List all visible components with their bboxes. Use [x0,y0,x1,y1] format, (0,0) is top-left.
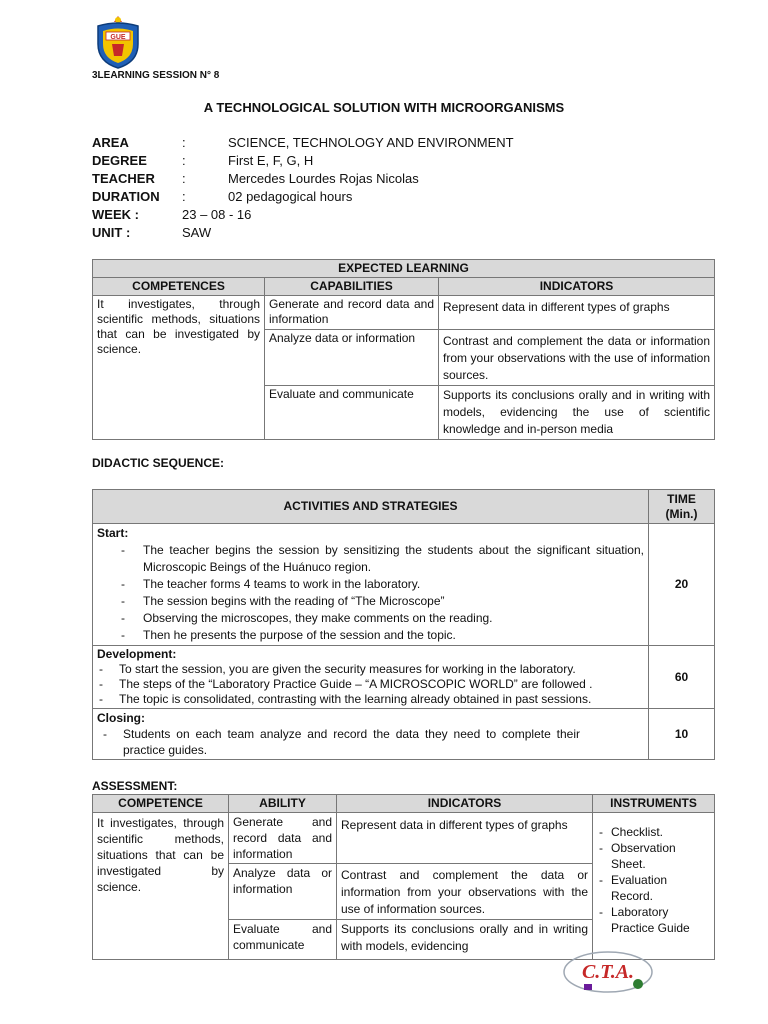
list-item: - The teacher begins the session by sensitizing the students about the significant situation, Microscopic Beings of the Huánuco region. [97,542,644,576]
instruments-header: INSTRUMENTS [593,795,715,813]
list-item: - The session begins with the reading of “The Microscope” [97,593,644,610]
list-item: - The topic is consolidated, contrasting with the learning already obtained in past sessions. [97,692,644,707]
competence-header: COMPETENCE [93,795,229,813]
degree-value: First E, F, G, H [228,153,314,168]
ability-cell: Evaluate and communicate [229,920,337,960]
list-item: - Laboratory Practice Guide [597,904,710,936]
indicator-cell: Contrast and complement the data or information from your observations with the use of information sources. [337,864,593,920]
session-number: 3LEARNING SESSION N° 8 [92,70,220,81]
unit-value: SAW [182,225,212,240]
instruments-list [597,824,710,936]
area-value: SCIENCE, TECHNOLOGY AND ENVIRONMENT [228,135,514,150]
instruments-cell [593,813,715,960]
week-label: WEEK : [92,207,139,222]
separator: : [182,189,186,204]
time-header: TIME (Min.) [649,490,715,524]
list-item: - Evaluation Record. [597,872,710,904]
start-time: 20 [649,524,715,646]
development-label: Development: [97,647,177,661]
list-item: - The steps of the “Laboratory Practice Guide – “A MICROSCOPIC WORLD” are followed . [97,677,644,692]
capability-cell: Analyze data or information [265,330,439,386]
duration-label: DURATION [92,189,160,204]
unit-label: UNIT : [92,225,131,240]
start-cell [93,524,649,646]
indicator-cell: Represent data in different types of graphs [439,296,715,330]
list-item: - Then he presents the purpose of the session and the topic. [97,627,644,644]
assessment-label: ASSESSMENT: [92,779,178,793]
list-item: - Students on each team analyze and record the data they need to complete their practice guides. [101,726,580,758]
development-time: 60 [649,646,715,709]
cta-logo-text: C.T.A. [581,961,635,983]
ability-cell: Analyze data or information [229,864,337,920]
duration-value: 02 pedagogical hours [228,189,353,204]
teacher-label: TEACHER [92,171,155,186]
capability-cell: Evaluate and communicate [265,386,439,440]
teacher-value: Mercedes Lourdes Rojas Nicolas [228,171,419,186]
crest-text: GUE [110,34,126,41]
indicator-cell: Supports its conclusions orally and in writing with models, evidencing [337,920,593,960]
ability-header: ABILITY [229,795,337,813]
start-label: Start: [97,526,129,540]
capability-cell: Generate and record data and information [265,296,439,330]
didactic-sequence-table [92,489,715,760]
development-cell [93,646,649,709]
indicator-cell: Supports its conclusions orally and in writing with models, evidencing the use of scientific knowledge and in-person media [439,386,715,440]
development-list [97,662,644,707]
document-title: A TECHNOLOGICAL SOLUTION WITH MICROORGANISMS [203,100,565,115]
area-label: AREA [92,135,129,150]
closing-list [101,726,644,758]
start-list [97,542,644,644]
closing-label: Closing: [97,711,145,725]
week-value: 23 – 08 - 16 [182,207,252,222]
activities-header: ACTIVITIES AND STRATEGIES [93,490,649,524]
separator: : [182,171,186,186]
indicators-header: INDICATORS [337,795,593,813]
list-item: - To start the session, you are given the security measures for working in the laboratory. [97,662,644,677]
indicator-cell: Contrast and complement the data or information from your observations with the use of information sources. [439,330,715,386]
expected-learning-title: EXPECTED LEARNING [93,260,715,278]
closing-cell [93,709,649,760]
assessment-table [92,794,715,960]
list-item: - The teacher forms 4 teams to work in the laboratory. [97,576,644,593]
expected-learning-table [92,259,715,440]
competence-cell: It investigates, through scientific methods, situations that can be investigated by science. [93,296,265,440]
competence-cell: It investigates, through scientific methods, situations that can be investigated by science. [93,813,229,960]
indicators-header: INDICATORS [439,278,715,296]
separator: : [182,153,186,168]
didactic-sequence-label: DIDACTIC SEQUENCE: [92,456,225,470]
list-item: - Observation Sheet. [597,840,710,872]
separator: : [182,135,186,150]
list-item: - Observing the microscopes, they make comments on the reading. [97,610,644,627]
capabilities-header: CAPABILITIES [265,278,439,296]
indicator-cell: Represent data in different types of graphs [337,813,593,864]
ability-cell: Generate and record data and information [229,813,337,864]
competences-header: COMPETENCES [93,278,265,296]
school-crest-logo [92,14,144,70]
degree-label: DEGREE [92,153,147,168]
closing-time: 10 [649,709,715,760]
list-item: - Checklist. [597,824,710,840]
cta-logo [560,946,656,996]
